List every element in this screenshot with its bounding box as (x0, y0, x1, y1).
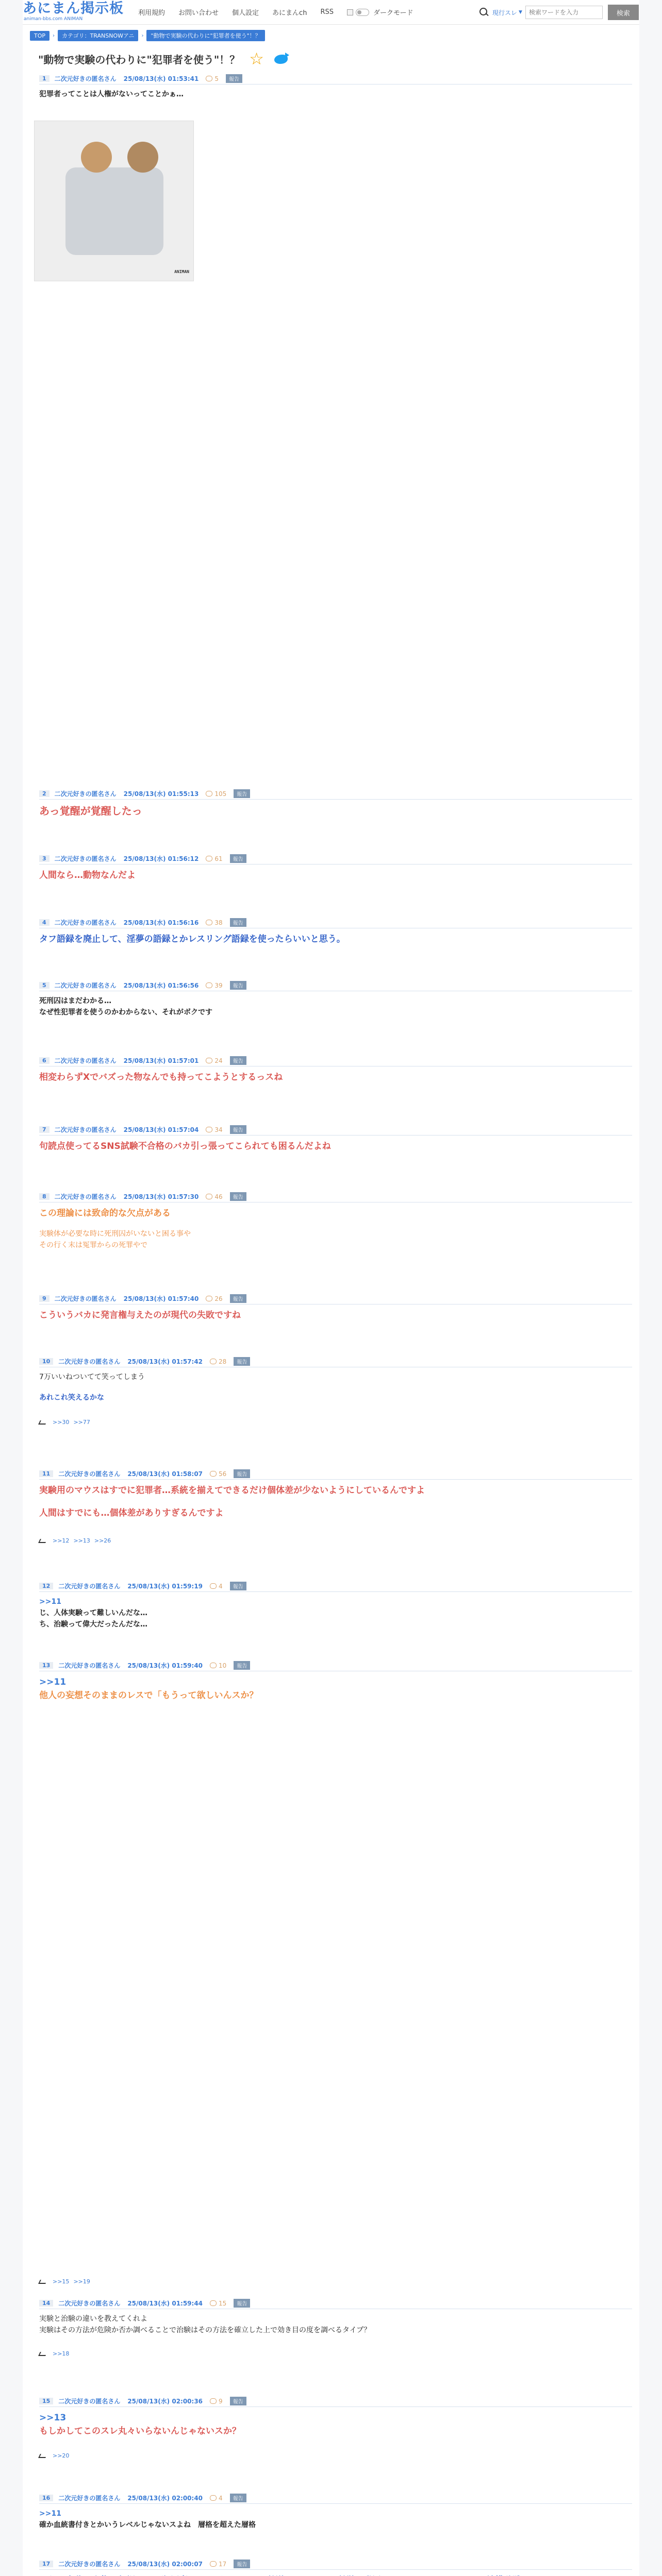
post-text: 人間なら…動物なんだよ (39, 870, 136, 880)
reply-link[interactable]: >>12 (53, 1537, 70, 1544)
dark-mode-toggle[interactable] (347, 7, 413, 17)
theme-light-box (347, 9, 353, 15)
post-header (39, 980, 632, 991)
page-margin-left (0, 0, 23, 2576)
post-header (39, 1293, 632, 1304)
post-number[interactable]: 17 (39, 2561, 53, 2567)
post-date: 25/08/13(水) 01:59:44 (127, 2300, 203, 2307)
post-body (39, 1136, 632, 1153)
dark-mode-label: ダークモード (373, 9, 413, 17)
nav-rss[interactable]: RSS (320, 8, 334, 16)
post-date: 25/08/13(水) 01:53:41 (123, 75, 199, 82)
post-author: 二次元好きの匿名さん (54, 1126, 117, 1133)
reply-link[interactable]: >>77 (73, 1419, 90, 1426)
post-author: 二次元好きの匿名さん (58, 2398, 121, 2405)
report-button[interactable]: 報告 (230, 2494, 246, 2502)
post-date: 25/08/13(水) 01:55:13 (123, 790, 199, 798)
nav-contact[interactable]: お問い合わせ (178, 9, 219, 17)
post-text: あっ覚醒が覚醒したっ (39, 805, 142, 817)
post-header (39, 917, 632, 928)
reply-links (39, 1417, 632, 1428)
post-author: 二次元好きの匿名さん (54, 919, 117, 926)
post-body (39, 865, 632, 882)
post-text: その行く末は冤罪からの死罪やで (39, 1241, 147, 1249)
reply-link[interactable]: >>19 (73, 2278, 90, 2285)
breadcrumb (30, 30, 265, 41)
post-text: なぜ性犯罪者を使うのかわからない、それがボクです (39, 1008, 212, 1016)
post (30, 853, 632, 882)
post-header (39, 1581, 632, 1592)
breadcrumb-separator-icon: › (141, 32, 144, 39)
post-date: 25/08/13(水) 01:58:07 (127, 1470, 203, 1478)
post-author: 二次元好きの匿名さん (58, 1470, 121, 1478)
report-button[interactable]: 報告 (230, 1582, 246, 1590)
post-text: 死刑囚はまだわかる… (39, 997, 111, 1005)
nav-animanch[interactable]: あにまんch (272, 9, 307, 17)
anchor-link[interactable]: >>13 (39, 2413, 67, 2423)
post-author: 二次元好きの匿名さん (54, 1193, 117, 1200)
post-body (39, 1066, 632, 1084)
post-image[interactable] (34, 121, 194, 281)
site-header (23, 0, 639, 25)
report-button[interactable]: 報告 (230, 918, 246, 927)
favorite-star-icon[interactable]: ☆ (249, 49, 264, 69)
reply-count[interactable]: 26 (206, 1295, 222, 1302)
reply-count[interactable]: 15 (210, 2300, 226, 2307)
post-text: じ、人体実験って難しいんだな… (39, 1609, 147, 1617)
post-text: 人間はすでにも…個体差がありすぎるんですよ (39, 1508, 224, 1518)
post-header (39, 2298, 632, 2309)
post-text: タフ語録を廃止して、淫夢の語録とかレスリング語録を使ったらいいと思う。 (39, 934, 345, 944)
post-number[interactable]: 12 (39, 1583, 53, 1589)
search-area (479, 5, 639, 20)
page-title: "動物で実験の代わりに"犯罪者を使う"！？ (38, 53, 240, 66)
post-date: 25/08/13(水) 01:57:42 (127, 1358, 203, 1365)
search-button[interactable]: 検索 (608, 5, 639, 20)
post-text: 実験と治験の違いを教えてくれよ (39, 2315, 147, 2323)
post (30, 980, 632, 1018)
site-logo[interactable] (23, 1, 124, 22)
post (30, 1468, 632, 1547)
report-button[interactable]: 報告 (230, 1056, 246, 1065)
post-number[interactable]: 10 (39, 1358, 53, 1365)
breadcrumb-separator-icon: › (53, 32, 55, 39)
post-number[interactable]: 15 (39, 2398, 53, 2404)
post-text: 犯罪者ってことは人権がないってことかぁ… (39, 90, 184, 98)
report-button[interactable]: 報告 (230, 981, 246, 990)
page-margin-right (639, 0, 662, 2576)
image-figure (65, 167, 163, 255)
post-header (39, 1124, 632, 1136)
post-author: 二次元好きの匿名さん (54, 855, 117, 862)
post (30, 1191, 632, 1251)
logo-sub-text: animan-bbs.com ANIMAN (24, 16, 83, 22)
post-header (39, 1055, 632, 1066)
post-date: 25/08/13(水) 01:56:12 (123, 855, 199, 862)
reply-arrow-icon (38, 1420, 47, 1425)
post-number[interactable]: 13 (39, 1662, 53, 1669)
report-button[interactable]: 報告 (234, 2560, 250, 2568)
post-number[interactable]: 11 (39, 1470, 53, 1477)
post-author: 二次元好きの匿名さん (58, 1662, 121, 1669)
post-header (39, 1191, 632, 1202)
post-text: 実験用のマウスはすでに犯罪者…系統を揃えてできるだけ個体差が少ないようにしているんですよ (39, 1485, 425, 1496)
post-text: こういうバカに発言権与えたのが現代の失敗ですね (39, 1310, 241, 1320)
reply-count[interactable]: 4 (210, 2495, 223, 2502)
post-header (39, 1356, 632, 1367)
reply-arrow-icon (38, 2352, 47, 2356)
reply-link[interactable]: >>20 (53, 2452, 70, 2459)
chevron-down-icon[interactable]: ▼ (519, 10, 522, 15)
anchor-link[interactable]: >>11 (39, 1598, 61, 1606)
reply-count[interactable]: 4 (210, 1583, 223, 1590)
post-header (39, 73, 632, 84)
reply-link[interactable]: >>13 (73, 1537, 90, 1544)
reply-count[interactable]: 9 (210, 2398, 223, 2405)
reply-arrow-icon (38, 1539, 47, 1543)
post (30, 2558, 632, 2576)
image-figure (127, 142, 158, 173)
post-number[interactable]: 8 (39, 1193, 49, 1200)
post-text: 7万いいねついてて笑ってしまう (39, 1373, 145, 1381)
anchor-link[interactable]: >>11 (39, 1677, 67, 1687)
post-date: 25/08/13(水) 01:57:01 (123, 1057, 199, 1064)
post-number[interactable]: 6 (39, 1057, 49, 1064)
reply-link[interactable]: >>26 (94, 1537, 111, 1544)
post-number[interactable]: 16 (39, 2495, 53, 2501)
post-body (39, 800, 632, 818)
post-body (39, 1202, 632, 1251)
post (30, 917, 632, 946)
top-nav (138, 7, 413, 17)
post (30, 2298, 632, 2360)
report-button[interactable]: 報告 (234, 2299, 250, 2308)
post-number[interactable]: 14 (39, 2300, 53, 2307)
post (30, 73, 632, 281)
reply-count[interactable]: 56 (210, 1470, 226, 1478)
post-number[interactable]: 2 (39, 790, 49, 797)
post-number[interactable]: 5 (39, 982, 49, 989)
post-body (39, 991, 632, 1018)
logo-main-text: あにまん掲示板 (23, 1, 124, 16)
post-text: 相変わらずXでバズった物なんでも持ってこようとするっスね (39, 1072, 283, 1082)
post-text: ち、治験って偉大だったんだな… (39, 1620, 147, 1629)
toggle-switch-icon[interactable] (356, 9, 369, 16)
reply-count[interactable]: 24 (206, 1057, 222, 1064)
post-body (39, 1304, 632, 1322)
reply-links (39, 2276, 632, 2287)
reply-count[interactable]: 28 (210, 1358, 226, 1365)
post-date: 25/08/13(水) 01:57:40 (123, 1295, 199, 1302)
post-header (39, 1660, 632, 1671)
reply-link[interactable]: >>15 (53, 2278, 70, 2285)
reply-count[interactable]: 105 (206, 790, 226, 798)
post-text: 確か血統書付きとかいうレベルじゃないスよね 層格を超えた層格 (39, 2521, 256, 2529)
report-button[interactable]: 報告 (234, 789, 250, 798)
post-author: 二次元好きの匿名さん (54, 1057, 117, 1064)
post-author: 二次元好きの匿名さん (58, 1583, 121, 1590)
reply-count[interactable]: 61 (206, 855, 222, 862)
reply-count[interactable]: 34 (206, 1126, 222, 1133)
post-body (39, 928, 632, 946)
post (30, 1581, 632, 1630)
post-text: あれこれ笑えるかな (39, 1394, 104, 1402)
post-header (39, 1468, 632, 1480)
search-input[interactable] (525, 6, 603, 19)
post (30, 788, 632, 818)
post-text (39, 2574, 632, 2576)
report-button[interactable]: 報告 (230, 1294, 246, 1303)
report-button[interactable]: 報告 (234, 1469, 250, 1478)
thread-title-bar (30, 48, 632, 69)
reply-link[interactable]: >>30 (53, 1419, 70, 1426)
breadcrumb-top[interactable]: TOP (30, 31, 49, 41)
image-figure (81, 142, 112, 173)
post-date: 25/08/13(水) 02:00:36 (127, 2398, 203, 2405)
reply-count[interactable]: 17 (210, 2561, 226, 2568)
post-author: 二次元好きの匿名さん (58, 2300, 121, 2307)
post-body (39, 2407, 632, 2462)
report-button[interactable]: 報告 (230, 854, 246, 863)
post-body (39, 1480, 632, 1547)
post-number[interactable]: 4 (39, 919, 49, 926)
anchor-link[interactable]: >>11 (39, 2510, 61, 2518)
post-date: 25/08/13(水) 01:59:40 (127, 1662, 203, 1669)
post (30, 1660, 632, 2287)
report-button[interactable]: 報告 (226, 74, 242, 83)
post-author: 二次元好きの匿名さん (54, 790, 117, 798)
post-text: 実験体が必要な時に死刑囚がいないと困る事や (39, 1230, 191, 1238)
post-body (39, 2570, 632, 2576)
post (30, 1356, 632, 1428)
post-body (39, 1367, 632, 1428)
post-date: 25/08/13(水) 01:57:04 (123, 1126, 199, 1133)
nav-settings[interactable]: 個人設定 (232, 9, 259, 17)
reply-links (39, 2450, 632, 2462)
image-watermark: ANIMAN (174, 269, 189, 274)
reply-links (39, 1535, 632, 1547)
post-header (39, 2558, 632, 2570)
post-author: 二次元好きの匿名さん (58, 2495, 121, 2502)
post (30, 2493, 632, 2531)
reply-links (39, 2348, 632, 2360)
post-header (39, 788, 632, 800)
post-author: 二次元好きの匿名さん (54, 982, 117, 989)
post-author: 二次元好きの匿名さん (54, 1295, 117, 1302)
report-button[interactable]: 報告 (234, 1357, 250, 1366)
report-button[interactable]: 報告 (234, 1661, 250, 1670)
post-number[interactable]: 7 (39, 1126, 49, 1133)
reply-count[interactable]: 38 (206, 919, 222, 926)
post-text: 他人の妄想そのままのレスで「もうって欲しいんスか？ (39, 1690, 258, 1701)
post-text: 句読点使ってるSNS試験不合格のバカ引っ張ってこられても困るんだよね (39, 1141, 331, 1151)
breadcrumb-current[interactable]: "動物で実験の代わりに"犯罪者を使う"！？ (146, 30, 264, 41)
post-body (39, 2504, 632, 2531)
nav-terms[interactable]: 利用規約 (138, 9, 166, 17)
post-number[interactable]: 9 (39, 1295, 49, 1302)
report-button[interactable]: 報告 (230, 2397, 246, 2405)
post-header (39, 2493, 632, 2504)
post-number[interactable]: 3 (39, 855, 49, 862)
post-text: 実験はその方法が危険か否か調べることで治験はその方法を確立した上で効き目の度を調べるタイプ？ (39, 2326, 371, 2334)
post-date: 25/08/13(水) 02:00:40 (127, 2495, 203, 2502)
post-author: 二次元好きの匿名さん (58, 1358, 121, 1365)
post-header (39, 853, 632, 865)
reply-arrow-icon (38, 2280, 47, 2284)
search-scope-select[interactable]: 現行スレ (492, 9, 518, 16)
report-button[interactable]: 報告 (230, 1125, 246, 1134)
reply-link[interactable]: >>18 (53, 2350, 70, 2357)
reply-count[interactable]: 10 (210, 1662, 226, 1669)
post (30, 2396, 632, 2462)
post-header (39, 2396, 632, 2407)
post-date: 25/08/13(水) 01:57:30 (123, 1193, 199, 1200)
post-date: 25/08/13(水) 01:59:19 (127, 1583, 203, 1590)
post-body (39, 1671, 632, 2287)
reply-arrow-icon (38, 2454, 47, 2458)
search-icon (479, 7, 489, 18)
reply-count[interactable]: 46 (206, 1193, 222, 1200)
post-author: 二次元好きの匿名さん (54, 75, 117, 82)
thread-main (30, 48, 632, 2568)
reply-count[interactable]: 5 (206, 75, 219, 82)
post-text: もしかしてこのスレ丸々いらないんじゃないスか？ (39, 2426, 241, 2436)
post-body (39, 2309, 632, 2360)
post-number[interactable]: 1 (39, 75, 49, 82)
post-author: 二次元好きの匿名さん (58, 2561, 121, 2568)
post-date: 25/08/13(水) 02:00:07 (127, 2561, 203, 2568)
post-body (39, 1592, 632, 1630)
twitter-share-icon[interactable] (271, 52, 290, 66)
post-body (39, 84, 632, 281)
post (30, 1293, 632, 1322)
post-date: 25/08/13(水) 01:56:16 (123, 919, 199, 926)
post (30, 1124, 632, 1153)
report-button[interactable]: 報告 (230, 1192, 246, 1201)
reply-count[interactable]: 39 (206, 982, 222, 989)
post (30, 1055, 632, 1084)
post-text: この理論には致命的な欠点がある (39, 1208, 171, 1218)
breadcrumb-category[interactable]: カテゴリ：TRANSNOWアニ (58, 30, 138, 41)
post-date: 25/08/13(水) 01:56:56 (123, 982, 199, 989)
